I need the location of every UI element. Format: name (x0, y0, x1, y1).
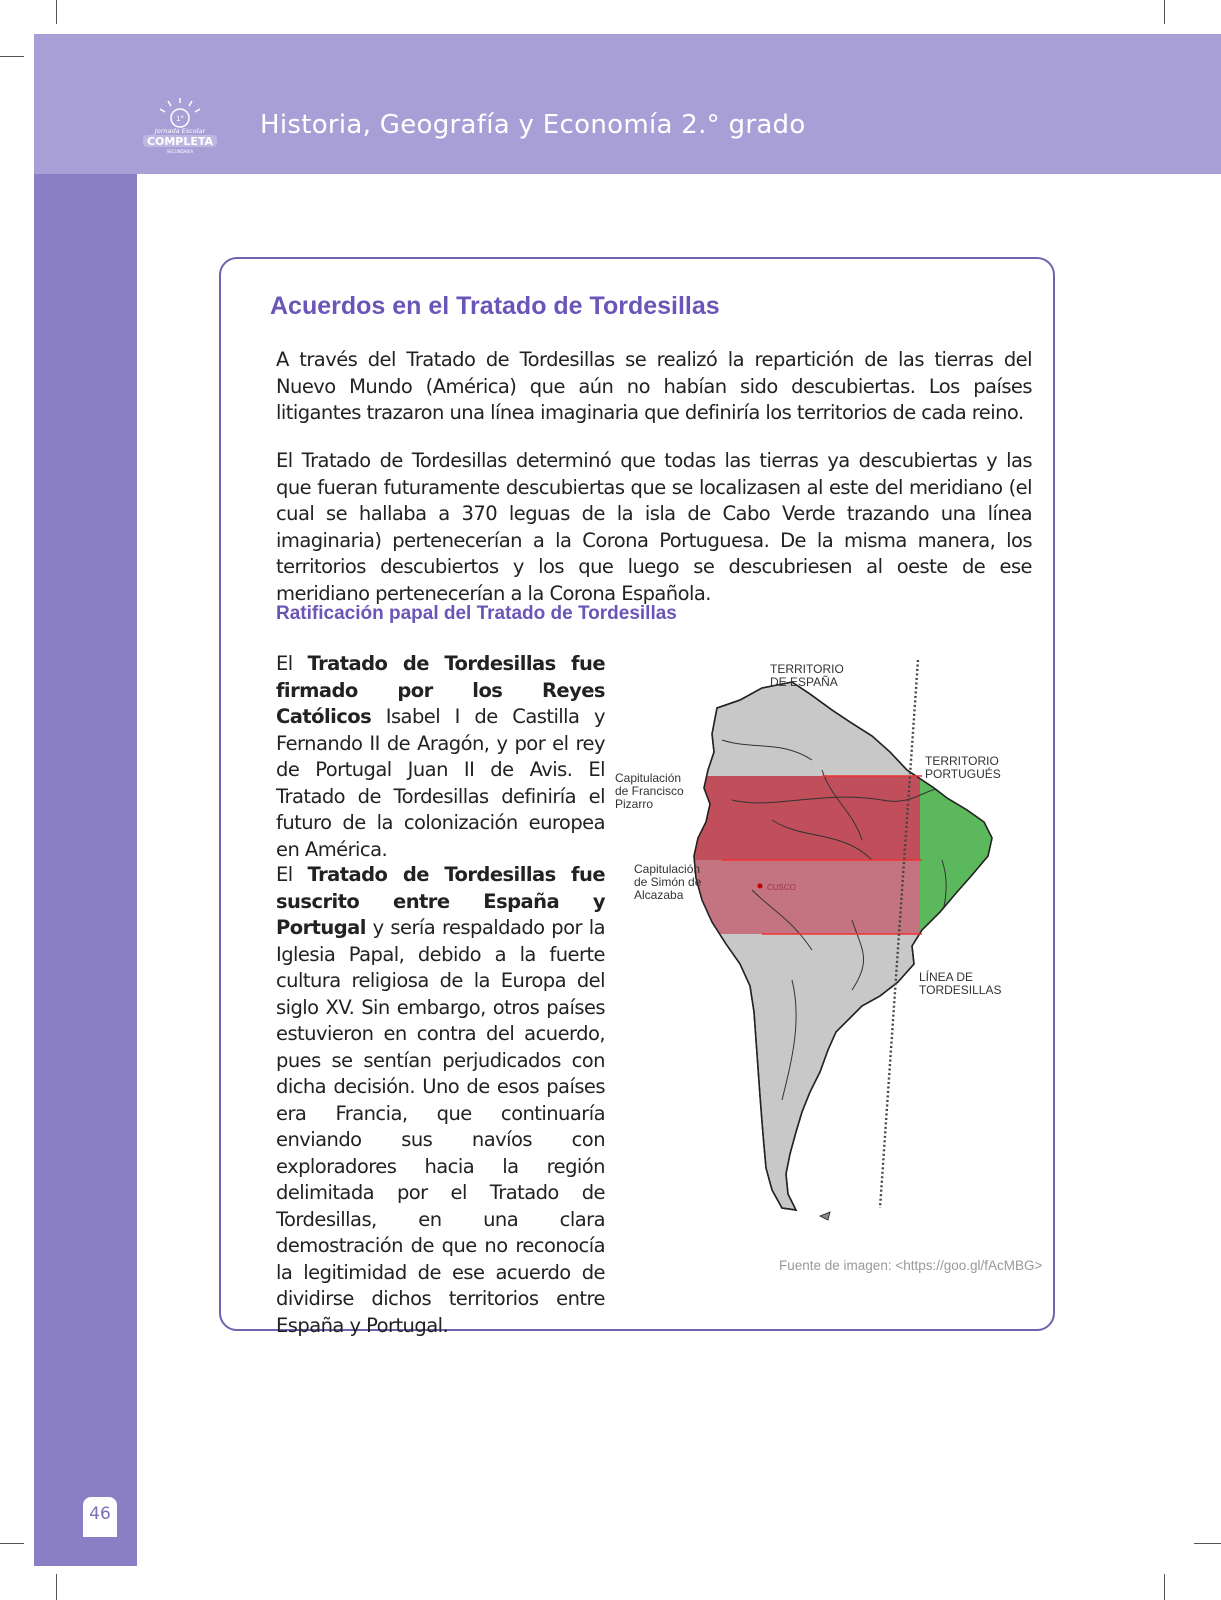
image-source-caption: Fuente de imagen: <https://goo.gl/fAcMBG> (779, 1258, 1043, 1273)
svg-text:Jornada Escolar: Jornada Escolar (154, 127, 206, 135)
paragraph-intro: A través del Tratado de Tordesillas se realizó la repartición de las tierras del Nuevo Mundo (América) que aún no habían sido descubiertas. Los países litigantes trazaron una línea imaginaria que definiría los territorios de cada reino. (276, 348, 1032, 424)
crop-mark (1194, 1543, 1221, 1544)
cusco-marker (758, 884, 763, 889)
paragraph-meridian: El Tratado de Tordesillas determinó que todas las tierras ya descubiertas y las que fueran futuramente descubiertas que se localizasen al este del meridiano (el cual se hallaba a 370 leguas de la isla de Cabo Verde trazando una línea imaginaria) pertenecerían a la Corona Portuguesa. De la misma manera, los territorios descubiertos y los que luego se descubriesen al oeste de ese meridiano pertenecerían a la Corona Española. (276, 449, 1032, 605)
label-spain: TERRITORIO DE ESPAÑA (770, 662, 844, 689)
south-america-map (622, 660, 1032, 1240)
paragraph-ratification: El Tratado de Tordesillas fue suscrito entre España y Portugal y sería respaldado por la Iglesia Papal, debido a la fuerte cultura religiosa de la Europa del siglo XV. Sin embargo, otros países estuvieron en contra del acuerdo, pues se sentían perjudicados con dicha decisión. Uno de esos países era Francia, que continuaría enviando sus navíos con exploradores hacia la región delimitada por el Tratado de Tordesillas, en una clara demostración de que no reconocía la legitimidad de ese acuerdo de dividirse dichos territorios entre España y Portugal. (276, 863, 605, 1337)
portugal-zone (920, 660, 1032, 1240)
label-portugal: TERRITORIO PORTUGUÉS (925, 754, 1001, 781)
section-title: Acuerdos en el Tratado de Tordesillas (270, 292, 720, 320)
subsection-title: Ratificación papal del Tratado de Tordesillas (276, 603, 677, 624)
jornada-escolar-logo (140, 96, 220, 156)
crop-mark (0, 56, 24, 57)
crop-mark (0, 1543, 24, 1544)
header-title: Historia, Geografía y Economía 2.° grado (260, 110, 806, 140)
svg-text:1°: 1° (176, 115, 184, 123)
cusco-label: CUSCO (767, 883, 796, 892)
label-pizarro: Capitulación de Francisco Pizarro (615, 771, 684, 811)
side-band (34, 174, 137, 1566)
label-tordesillas-line: LÍNEA DE TORDESILLAS (919, 970, 1002, 997)
falkland-islands (820, 1212, 830, 1220)
crop-mark (56, 1574, 57, 1600)
svg-text:SECUNDARIA: SECUNDARIA (166, 149, 194, 154)
label-alcazaba: Capitulación de Simón de Alcazaba (634, 862, 702, 902)
paragraph-signing: El Tratado de Tordesillas fue firmado por los Reyes Católicos Isabel I de Castilla y Fernando II de Aragón, y por el rey de Portugal Juan II de Avis. El Tratado de Tordesillas definiría el futuro de la colonización europea en América. (276, 652, 605, 861)
crop-mark (56, 0, 57, 24)
tordesillas-map (615, 660, 1032, 1240)
svg-text:COMPLETA: COMPLETA (146, 135, 214, 148)
page-number: 46 (83, 1497, 117, 1537)
crop-mark (1164, 1574, 1165, 1600)
crop-mark (1164, 0, 1165, 24)
